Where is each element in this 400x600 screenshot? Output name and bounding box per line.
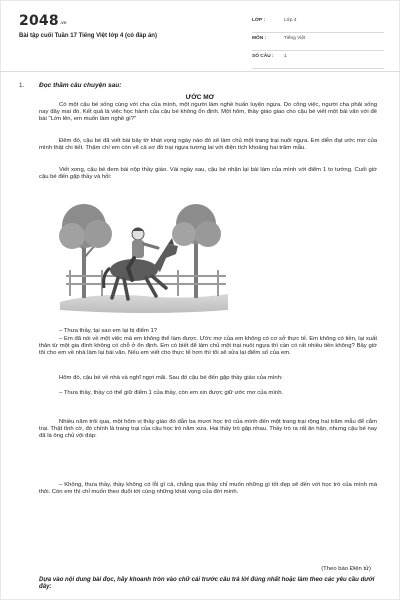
story-illustration bbox=[58, 184, 230, 316]
question-number: 1. bbox=[19, 82, 25, 89]
site-logo-suffix: .vn bbox=[60, 20, 67, 25]
meta-value: Lớp 4 bbox=[284, 18, 297, 23]
header bbox=[0, 0, 400, 68]
question-instruction: Dựa vào nội dung bài đọc, hãy khoanh tròn vào chữ cái trước câu trả lời đúng nhất hoặc làm theo các yêu cầu dưới đây: bbox=[39, 576, 375, 591]
story-paragraph: – Em đã nói về một việc mà em không thể làm được. Ước mơ của em không có cơ sở thực tế. Em không có tiền, lại xuất thân từ một gia đình không có chỗ ở ổn định. Em có biết để làm chủ một trại nuôi ngựa thì cần có rất nhiều tiền không? Bây giờ tôi cho em về nhà làm lại bài văn. Nếu em viết cho thực tế hơn thì tôi sẽ sửa lại điểm số của em. bbox=[39, 336, 377, 357]
site-logo[interactable]: 2048 bbox=[19, 13, 59, 29]
document-title: Bài tập cuối Tuần 17 Tiếng Việt lớp 4 (có đáp án) bbox=[19, 33, 157, 39]
meta-row-count bbox=[252, 51, 384, 69]
story-paragraph: – Thưa thầy, tại sao em lại bị điểm 1? bbox=[59, 328, 158, 334]
story-paragraph: Đêm đó, cậu bé đã viết bài bảy tờ khát vọng ngày nào đó sẽ làm chủ một trang trại nuôi ngựa. Em diễn đạt ước mơ của mình thật chi tiết. Thậm chí em còn vẽ cả sơ đồ trại ngựa tương lai với diện tích khoảng hai trăm mẫu. bbox=[39, 138, 377, 152]
story-paragraph: Hôm đó, cậu bé về nhà và nghĩ ngợi mãi. Sau đó cậu bé đến gặp thầy giáo của mình: bbox=[59, 375, 283, 381]
story-source: (Theo báo Điện tử) bbox=[321, 566, 371, 572]
meta-key: LỚP : bbox=[252, 18, 266, 23]
story-title: ƯỚC MƠ bbox=[185, 94, 215, 101]
story-paragraph: – Không, thưa thầy, thầy không có lỗi gì cả, chẳng qua thầy chỉ muốn những gì tốt đẹp sẽ đến với học trò của mình mà thôi. Còn em thì chỉ muốn theo đuổi tới cùng những khát vọng của đời mình. bbox=[39, 482, 377, 496]
header-divider bbox=[0, 71, 400, 72]
story-paragraph: Có một cậu bé sống cùng với cha của mình, một người làm nghề huấn luyện ngựa. Do công việc, người cha phải sống nay đây mai đó. Kết quả là việc học hành của cậu bé không ổn định. Một hôm, thầy giáo giao cho cậu bé viết một bài văn với đề bài "Lớn lên, em muốn làm nghề gì?" bbox=[39, 102, 377, 123]
story-paragraph: Nhiều năm trôi qua, một hôm vị thầy giáo đó dẫn ba mươi học trò của mình đến một trang trại rộng hai trăm mẫu để cắm trại. Thật tình cờ, đó chính là trang trại của cậu học trò năm xưa. Hai thầy trò gặp nhau. Thầy trò ra rất ân hận, nhưng cậu bé nay đã là ông chủ vội đáp: bbox=[39, 419, 377, 440]
meta-key: SỐ CÂU : bbox=[252, 54, 274, 59]
meta-key: MÔN : bbox=[252, 36, 267, 41]
meta-value: 1 bbox=[284, 54, 287, 59]
story-paragraph: – Thưa thầy, thầy có thể giữ điểm 1 của thầy, còn em xin được giữ ước mơ của mình. bbox=[59, 390, 284, 396]
question-title: Đọc thầm câu chuyện sau: bbox=[39, 82, 122, 89]
meta-value: Tiếng Việt bbox=[284, 36, 306, 41]
meta-table bbox=[252, 15, 384, 69]
story-paragraph: Viết xong, cậu bé đem bài nộp thầy giáo. Vài ngày sau, cậu bé nhận lại bài làm của mình với điểm 1 to tướng. Cuối giờ cậu bé đến gặp thầy và hỏi: bbox=[39, 167, 377, 181]
meta-row-class bbox=[252, 15, 384, 33]
meta-row-subject bbox=[252, 33, 384, 51]
